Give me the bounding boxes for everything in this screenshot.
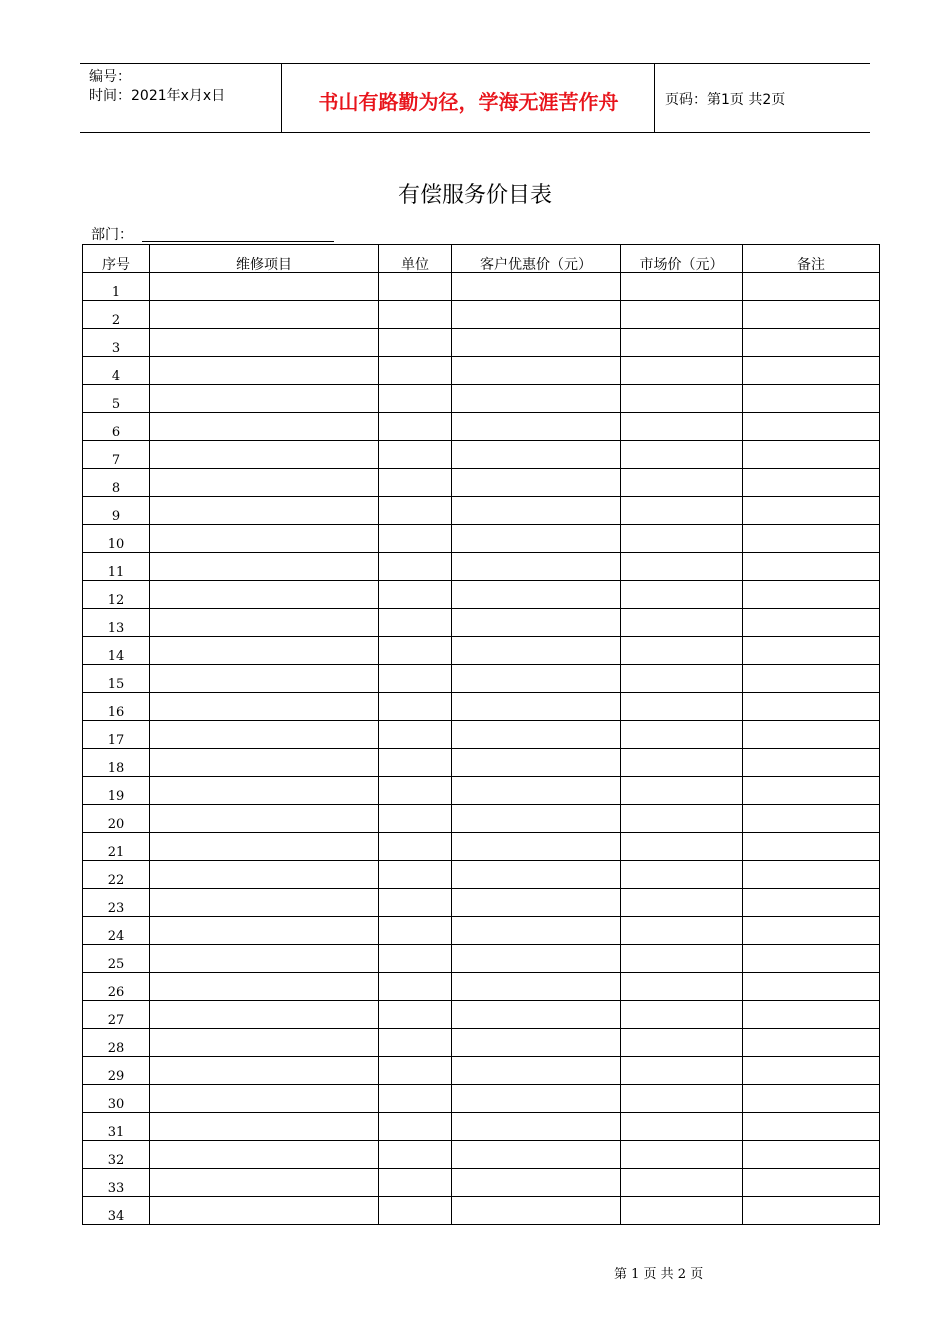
cell-item[interactable] (150, 721, 379, 749)
cell-discount-price[interactable] (452, 1197, 621, 1225)
cell-discount-price[interactable] (452, 777, 621, 805)
cell-unit[interactable] (379, 889, 452, 917)
cell-market-price[interactable] (621, 273, 743, 301)
row-index: 34 (83, 1197, 150, 1225)
cell-item[interactable] (150, 861, 379, 889)
cell-unit[interactable] (379, 553, 452, 581)
cell-unit[interactable] (379, 1197, 452, 1225)
cell-unit[interactable] (379, 777, 452, 805)
cell-market-price[interactable] (621, 749, 743, 777)
table-row (83, 413, 880, 441)
cell-unit[interactable] (379, 945, 452, 973)
cell-remarks[interactable] (743, 1001, 880, 1029)
cell-market-price[interactable] (621, 1113, 743, 1141)
row-index: 18 (83, 749, 150, 777)
cell-market-price[interactable] (621, 497, 743, 525)
table-row (83, 637, 880, 665)
table-row (83, 1001, 880, 1029)
header-meta (89, 68, 225, 106)
cell-unit[interactable] (379, 609, 452, 637)
cell-discount-price[interactable] (452, 329, 621, 357)
cell-remarks[interactable] (743, 1197, 880, 1225)
row-index: 22 (83, 861, 150, 889)
row-index: 3 (83, 329, 150, 357)
cell-market-price[interactable] (621, 861, 743, 889)
cell-discount-price[interactable] (452, 497, 621, 525)
number-label: 编号： (89, 69, 131, 85)
cell-remarks[interactable] (743, 553, 880, 581)
cell-item[interactable] (150, 637, 379, 665)
cell-unit[interactable] (379, 497, 452, 525)
cell-market-price[interactable] (621, 413, 743, 441)
cell-item[interactable] (150, 973, 379, 1001)
cell-item[interactable] (150, 497, 379, 525)
cell-remarks[interactable] (743, 805, 880, 833)
table-row (83, 945, 880, 973)
cell-unit[interactable] (379, 833, 452, 861)
table-row (83, 357, 880, 385)
department-label: 部门： (91, 227, 133, 243)
col-header-market-price: 市场价（元） (621, 245, 743, 273)
cell-market-price[interactable] (621, 1197, 743, 1225)
cell-discount-price[interactable] (452, 1169, 621, 1197)
table-row (83, 553, 880, 581)
cell-item[interactable] (150, 469, 379, 497)
row-index: 12 (83, 581, 150, 609)
row-index: 27 (83, 1001, 150, 1029)
cell-market-price[interactable] (621, 553, 743, 581)
cell-item[interactable] (150, 581, 379, 609)
cell-unit[interactable] (379, 1057, 452, 1085)
cell-unit[interactable] (379, 749, 452, 777)
cell-unit[interactable] (379, 1169, 452, 1197)
cell-item[interactable] (150, 441, 379, 469)
cell-market-price[interactable] (621, 805, 743, 833)
cell-remarks[interactable] (743, 357, 880, 385)
cell-discount-price[interactable] (452, 861, 621, 889)
cell-market-price[interactable] (621, 1001, 743, 1029)
cell-item[interactable] (150, 1057, 379, 1085)
cell-item[interactable] (150, 917, 379, 945)
table-row (83, 525, 880, 553)
cell-remarks[interactable] (743, 861, 880, 889)
row-index: 24 (83, 917, 150, 945)
row-index: 32 (83, 1141, 150, 1169)
price-table (82, 244, 880, 1225)
cell-remarks[interactable] (743, 665, 880, 693)
cell-market-price[interactable] (621, 609, 743, 637)
cell-market-price[interactable] (621, 441, 743, 469)
cell-unit[interactable] (379, 861, 452, 889)
cell-unit[interactable] (379, 525, 452, 553)
col-header-remarks: 备注 (743, 245, 880, 273)
header-page-info: 页码：第1页 共2页 (665, 92, 786, 108)
row-index: 29 (83, 1057, 150, 1085)
cell-remarks[interactable] (743, 273, 880, 301)
cell-market-price[interactable] (621, 1169, 743, 1197)
cell-item[interactable] (150, 1001, 379, 1029)
cell-unit[interactable] (379, 357, 452, 385)
cell-item[interactable] (150, 357, 379, 385)
row-index: 30 (83, 1085, 150, 1113)
cell-item[interactable] (150, 329, 379, 357)
table-row (83, 497, 880, 525)
cell-item[interactable] (150, 301, 379, 329)
cell-discount-price[interactable] (452, 553, 621, 581)
cell-remarks[interactable] (743, 777, 880, 805)
cell-remarks[interactable] (743, 385, 880, 413)
cell-unit[interactable] (379, 1029, 452, 1057)
cell-market-price[interactable] (621, 329, 743, 357)
row-index: 9 (83, 497, 150, 525)
cell-market-price[interactable] (621, 1057, 743, 1085)
cell-market-price[interactable] (621, 777, 743, 805)
table-row (83, 693, 880, 721)
header-divider-right (654, 64, 655, 132)
page-title: 有偿服务价目表 (397, 183, 552, 208)
cell-market-price[interactable] (621, 945, 743, 973)
cell-item[interactable] (150, 609, 379, 637)
table-row (83, 273, 880, 301)
table-row (83, 469, 880, 497)
cell-item[interactable] (150, 805, 379, 833)
cell-item[interactable] (150, 385, 379, 413)
cell-remarks[interactable] (743, 1057, 880, 1085)
cell-remarks[interactable] (743, 973, 880, 1001)
row-index: 28 (83, 1029, 150, 1057)
row-index: 7 (83, 441, 150, 469)
row-index: 10 (83, 525, 150, 553)
cell-discount-price[interactable] (452, 1057, 621, 1085)
cell-discount-price[interactable] (452, 1141, 621, 1169)
table-row (83, 581, 880, 609)
cell-market-price[interactable] (621, 721, 743, 749)
cell-unit[interactable] (379, 665, 452, 693)
cell-item[interactable] (150, 693, 379, 721)
cell-discount-price[interactable] (452, 945, 621, 973)
cell-market-price[interactable] (621, 917, 743, 945)
cell-item[interactable] (150, 665, 379, 693)
page-footer: 第 1 页 共 2 页 (614, 1267, 704, 1282)
department-field[interactable] (142, 241, 334, 242)
cell-unit[interactable] (379, 1141, 452, 1169)
cell-item[interactable] (150, 1113, 379, 1141)
cell-market-price[interactable] (621, 833, 743, 861)
cell-remarks[interactable] (743, 1029, 880, 1057)
table-row (83, 861, 880, 889)
table-row (83, 1085, 880, 1113)
cell-unit[interactable] (379, 693, 452, 721)
cell-remarks[interactable] (743, 469, 880, 497)
col-header-discount-price: 客户优惠价（元） (452, 245, 621, 273)
document-header (80, 63, 870, 133)
table-row (83, 665, 880, 693)
table-row (83, 1113, 880, 1141)
cell-market-price[interactable] (621, 385, 743, 413)
cell-discount-price[interactable] (452, 385, 621, 413)
cell-discount-price[interactable] (452, 693, 621, 721)
table-row (83, 1197, 880, 1225)
cell-remarks[interactable] (743, 441, 880, 469)
cell-discount-price[interactable] (452, 973, 621, 1001)
row-index: 17 (83, 721, 150, 749)
cell-item[interactable] (150, 1029, 379, 1057)
cell-market-price[interactable] (621, 973, 743, 1001)
cell-market-price[interactable] (621, 637, 743, 665)
cell-item[interactable] (150, 1141, 379, 1169)
row-index: 19 (83, 777, 150, 805)
table-row (83, 1057, 880, 1085)
cell-discount-price[interactable] (452, 1113, 621, 1141)
table-row (83, 329, 880, 357)
cell-unit[interactable] (379, 1085, 452, 1113)
row-index: 11 (83, 553, 150, 581)
cell-unit[interactable] (379, 273, 452, 301)
cell-remarks[interactable] (743, 917, 880, 945)
row-index: 13 (83, 609, 150, 637)
row-index: 26 (83, 973, 150, 1001)
cell-discount-price[interactable] (452, 609, 621, 637)
cell-unit[interactable] (379, 637, 452, 665)
cell-remarks[interactable] (743, 301, 880, 329)
cell-remarks[interactable] (743, 889, 880, 917)
cell-market-price[interactable] (621, 889, 743, 917)
cell-unit[interactable] (379, 329, 452, 357)
cell-item[interactable] (150, 553, 379, 581)
cell-remarks[interactable] (743, 1113, 880, 1141)
table-row (83, 917, 880, 945)
cell-market-price[interactable] (621, 525, 743, 553)
cell-market-price[interactable] (621, 1141, 743, 1169)
cell-remarks[interactable] (743, 525, 880, 553)
cell-remarks[interactable] (743, 609, 880, 637)
table-row (83, 833, 880, 861)
table-row (83, 441, 880, 469)
table-row (83, 1029, 880, 1057)
cell-discount-price[interactable] (452, 637, 621, 665)
row-index: 33 (83, 1169, 150, 1197)
col-header-item: 维修项目 (150, 245, 379, 273)
row-index: 6 (83, 413, 150, 441)
table-row (83, 805, 880, 833)
cell-remarks[interactable] (743, 721, 880, 749)
cell-market-price[interactable] (621, 357, 743, 385)
cell-remarks[interactable] (743, 497, 880, 525)
row-index: 15 (83, 665, 150, 693)
row-index: 2 (83, 301, 150, 329)
cell-unit[interactable] (379, 413, 452, 441)
row-index: 31 (83, 1113, 150, 1141)
row-index: 8 (83, 469, 150, 497)
table-row (83, 777, 880, 805)
table-row (83, 973, 880, 1001)
cell-unit[interactable] (379, 1113, 452, 1141)
cell-item[interactable] (150, 525, 379, 553)
cell-discount-price[interactable] (452, 357, 621, 385)
table-header-row (83, 245, 880, 273)
row-index: 21 (83, 833, 150, 861)
row-index: 16 (83, 693, 150, 721)
table-row (83, 749, 880, 777)
cell-discount-price[interactable] (452, 441, 621, 469)
cell-unit[interactable] (379, 301, 452, 329)
row-index: 5 (83, 385, 150, 413)
cell-discount-price[interactable] (452, 413, 621, 441)
cell-remarks[interactable] (743, 581, 880, 609)
table-row (83, 385, 880, 413)
table-body (83, 273, 880, 1225)
cell-market-price[interactable] (621, 469, 743, 497)
table-row (83, 721, 880, 749)
cell-item[interactable] (150, 273, 379, 301)
cell-remarks[interactable] (743, 693, 880, 721)
cell-unit[interactable] (379, 581, 452, 609)
table-row (83, 301, 880, 329)
cell-market-price[interactable] (621, 1085, 743, 1113)
cell-discount-price[interactable] (452, 749, 621, 777)
cell-discount-price[interactable] (452, 721, 621, 749)
cell-item[interactable] (150, 1169, 379, 1197)
cell-discount-price[interactable] (452, 917, 621, 945)
cell-discount-price[interactable] (452, 469, 621, 497)
table-row (83, 609, 880, 637)
row-index: 1 (83, 273, 150, 301)
cell-unit[interactable] (379, 441, 452, 469)
row-index: 23 (83, 889, 150, 917)
cell-item[interactable] (150, 833, 379, 861)
cell-item[interactable] (150, 749, 379, 777)
cell-market-price[interactable] (621, 693, 743, 721)
cell-market-price[interactable] (621, 665, 743, 693)
cell-market-price[interactable] (621, 581, 743, 609)
col-header-index: 序号 (83, 245, 150, 273)
cell-discount-price[interactable] (452, 301, 621, 329)
cell-remarks[interactable] (743, 637, 880, 665)
cell-discount-price[interactable] (452, 665, 621, 693)
row-index: 14 (83, 637, 150, 665)
cell-discount-price[interactable] (452, 1029, 621, 1057)
cell-item[interactable] (150, 945, 379, 973)
cell-unit[interactable] (379, 973, 452, 1001)
time-label: 时间：2021年x月x日 (89, 88, 226, 104)
cell-market-price[interactable] (621, 1029, 743, 1057)
cell-remarks[interactable] (743, 1141, 880, 1169)
cell-remarks[interactable] (743, 329, 880, 357)
cell-discount-price[interactable] (452, 525, 621, 553)
cell-discount-price[interactable] (452, 1001, 621, 1029)
cell-item[interactable] (150, 1085, 379, 1113)
cell-discount-price[interactable] (452, 581, 621, 609)
row-index: 4 (83, 357, 150, 385)
row-index: 20 (83, 805, 150, 833)
cell-remarks[interactable] (743, 945, 880, 973)
cell-discount-price[interactable] (452, 273, 621, 301)
cell-remarks[interactable] (743, 749, 880, 777)
cell-discount-price[interactable] (452, 833, 621, 861)
cell-unit[interactable] (379, 385, 452, 413)
cell-remarks[interactable] (743, 1169, 880, 1197)
cell-unit[interactable] (379, 469, 452, 497)
cell-unit[interactable] (379, 1001, 452, 1029)
cell-item[interactable] (150, 889, 379, 917)
cell-item[interactable] (150, 777, 379, 805)
cell-remarks[interactable] (743, 833, 880, 861)
cell-unit[interactable] (379, 917, 452, 945)
table-row (83, 1169, 880, 1197)
col-header-unit: 单位 (379, 245, 452, 273)
cell-remarks[interactable] (743, 413, 880, 441)
cell-unit[interactable] (379, 721, 452, 749)
cell-item[interactable] (150, 1197, 379, 1225)
header-motto: 书山有路勤为径，学海无涯苦作舟 (318, 90, 619, 114)
cell-discount-price[interactable] (452, 1085, 621, 1113)
cell-unit[interactable] (379, 805, 452, 833)
cell-remarks[interactable] (743, 1085, 880, 1113)
cell-market-price[interactable] (621, 301, 743, 329)
cell-discount-price[interactable] (452, 889, 621, 917)
table-row (83, 889, 880, 917)
table-row (83, 1141, 880, 1169)
cell-discount-price[interactable] (452, 805, 621, 833)
row-index: 25 (83, 945, 150, 973)
cell-item[interactable] (150, 413, 379, 441)
